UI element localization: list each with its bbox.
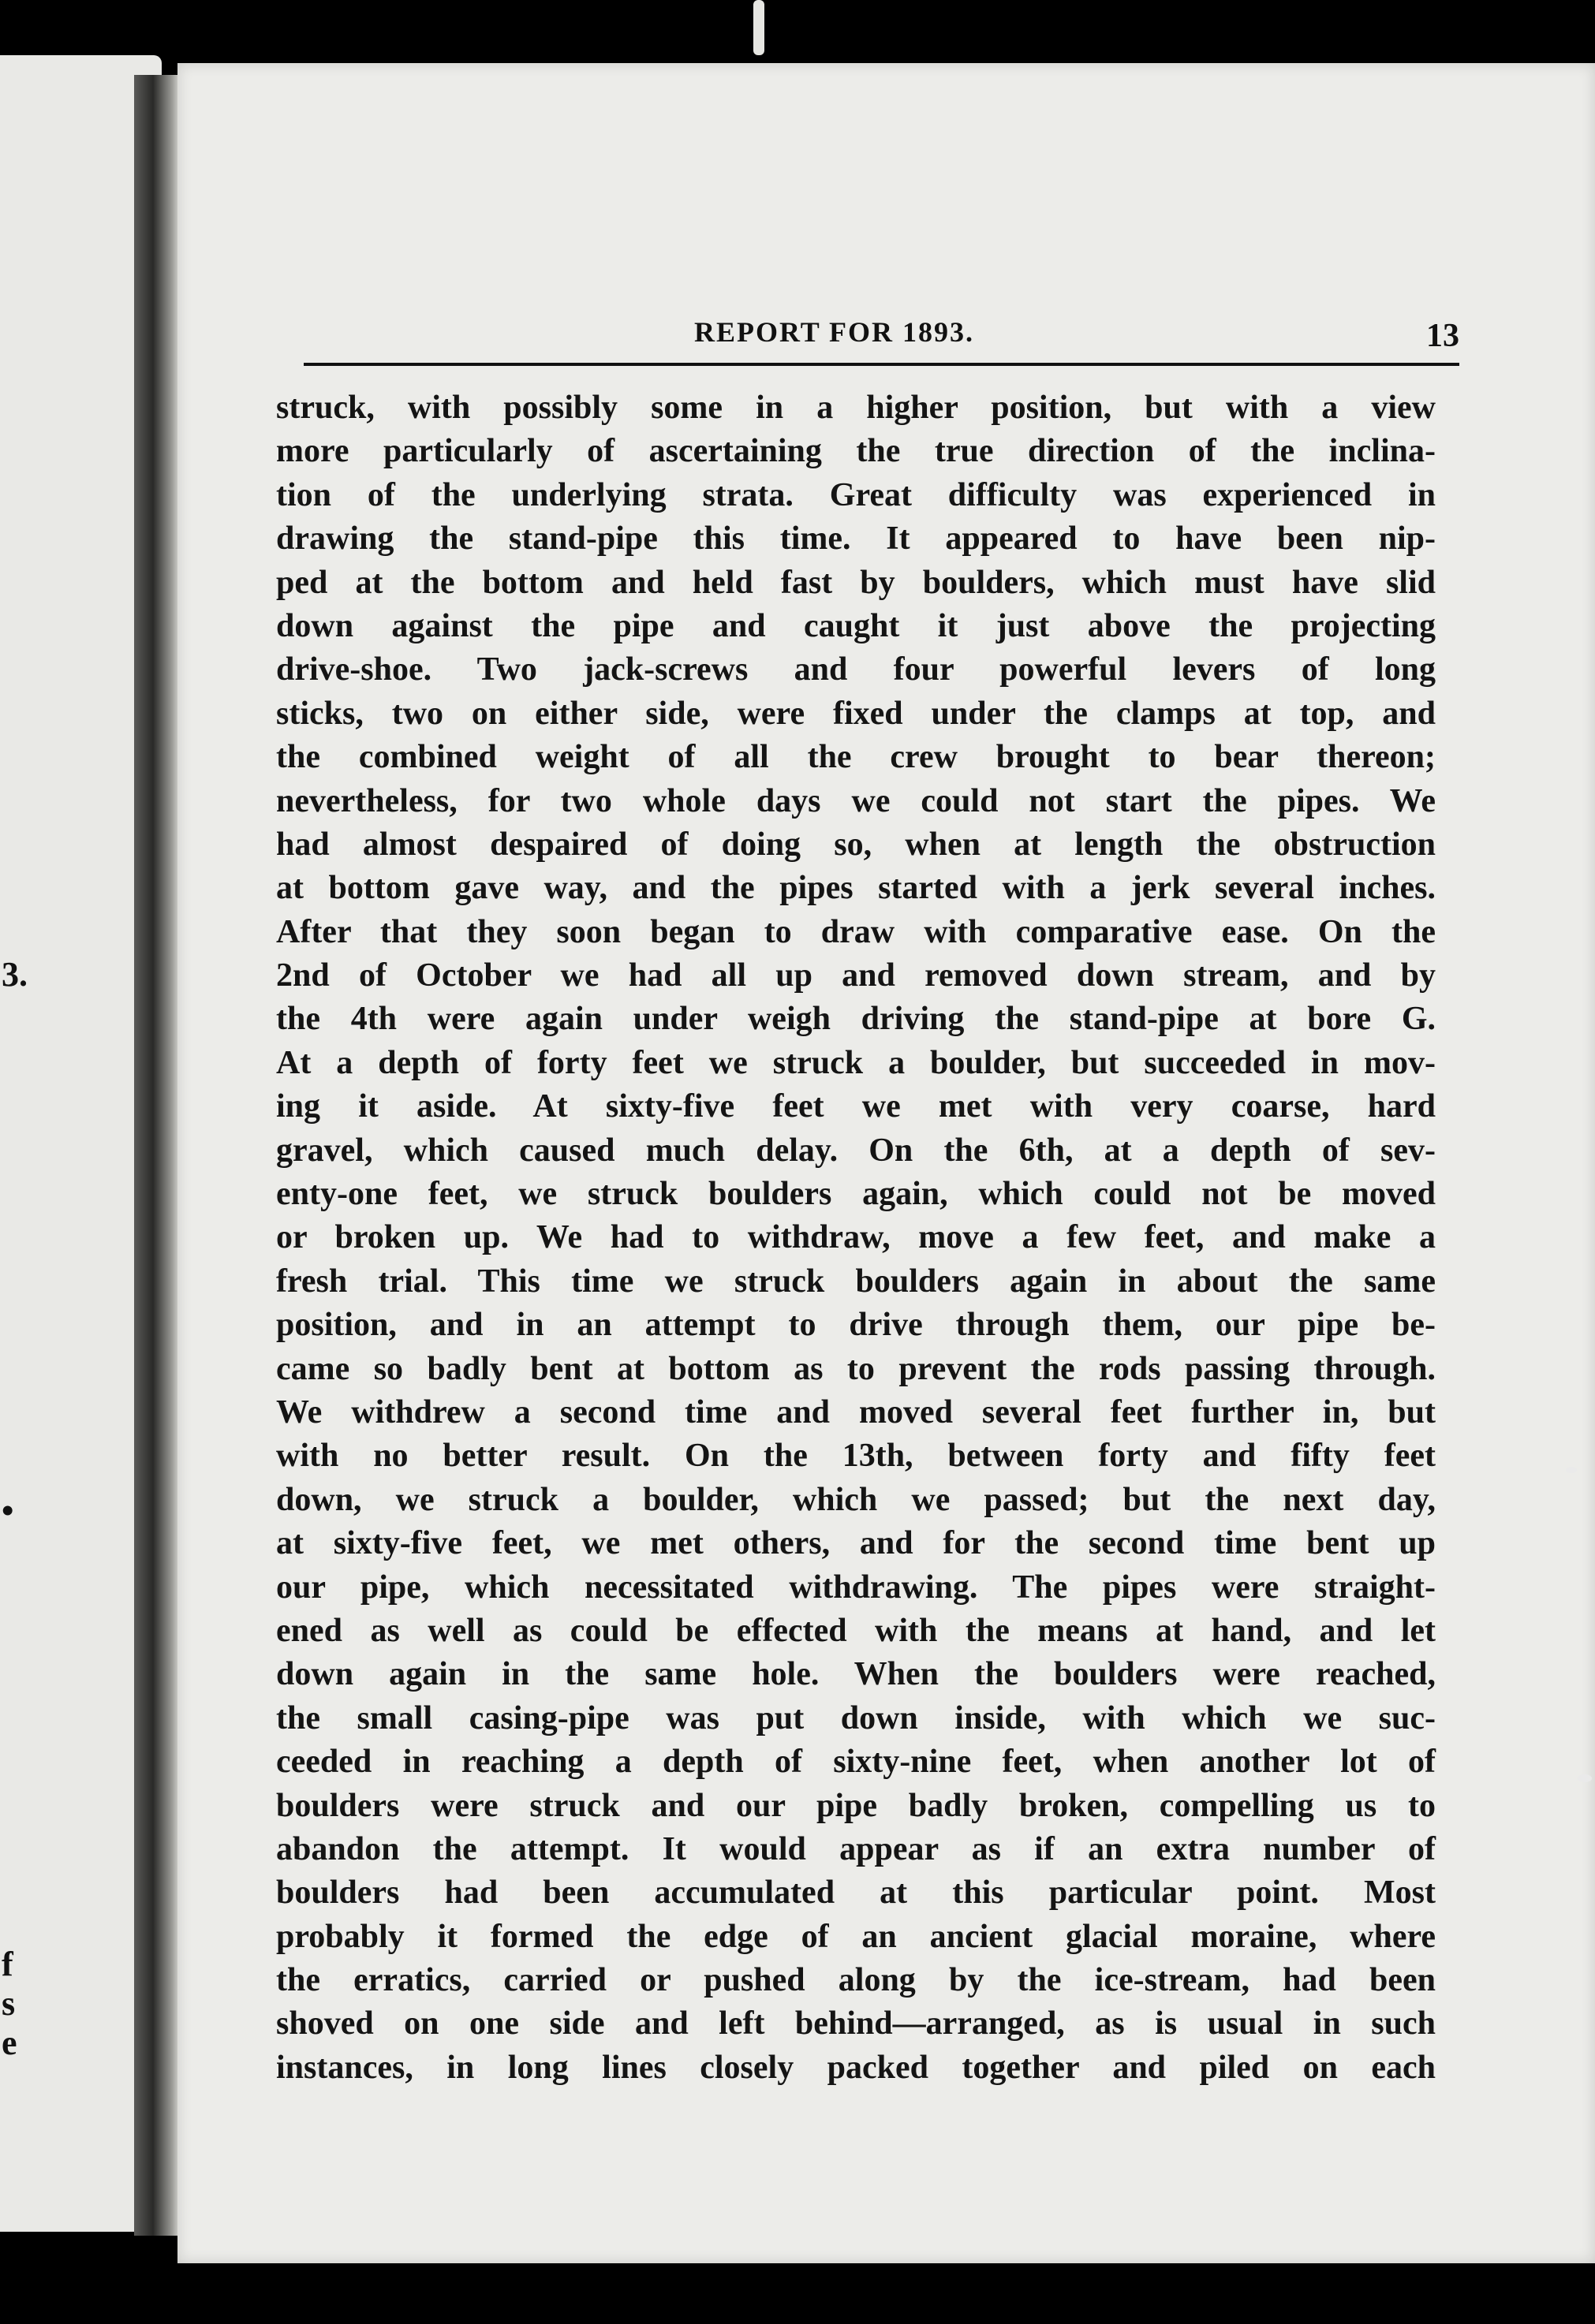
facing-page-fragment: s (2, 1984, 16, 2023)
text-line: instances, in long lines closely packed together and piled on each (276, 2049, 1436, 2086)
text-line: shoved on one side and left behind—arranged, as is usual in such (276, 2005, 1436, 2042)
page-header (304, 300, 1459, 366)
text-line: At a depth of forty feet we struck a boulder, but succeeded in mov- (276, 1044, 1436, 1081)
text-line: ing it aside. At sixty-five feet we met with very coarse, hard (276, 1088, 1436, 1125)
text-line: at bottom gave way, and the pipes started with a jerk several inches. (276, 870, 1436, 907)
text-line: the 4th were again under weigh driving the stand-pipe at bore G. (276, 1001, 1436, 1038)
facing-page-fragment: e (2, 2024, 17, 2062)
text-line: tion of the underlying strata. Great difficulty was experienced in (276, 476, 1436, 513)
text-line: more particularly of ascertaining the true direction of the inclina- (276, 433, 1436, 470)
text-line: down, we struck a boulder, which we passed; but the next day, (276, 1481, 1436, 1518)
spine-mark (753, 0, 764, 55)
text-line: the erratics, carried or pushed along by the ice-stream, had been (276, 1962, 1436, 1999)
scan-speck (1566, 1467, 1577, 1473)
text-line: 2nd of October we had all up and removed down stream, and by (276, 957, 1436, 994)
text-line: boulders had been accumulated at this particular point. Most (276, 1874, 1436, 1912)
page-number: 13 (1426, 318, 1459, 354)
body-text (276, 386, 1436, 2090)
text-line: abandon the attempt. It would appear as if an extra number of (276, 1830, 1436, 1867)
text-line: probably it formed the edge of an ancient glacial moraine, where (276, 1918, 1436, 1955)
text-line: enty-one feet, we struck boulders again, which could not be moved (276, 1176, 1436, 1213)
text-line: down against the pipe and caught it just above the projecting (276, 607, 1436, 644)
text-line: or broken up. We had to withdraw, move a few feet, and make a (276, 1219, 1436, 1256)
text-line: ened as well as could be effected with the means at hand, and let (276, 1612, 1436, 1649)
facing-page-fragment: f (2, 1945, 13, 1983)
text-line: ped at the bottom and held fast by boulders, which must have slid (276, 564, 1436, 601)
text-line: nevertheless, for two whole days we could not start the pipes. We (276, 782, 1436, 819)
text-line: We withdrew a second time and moved several feet further in, but (276, 1393, 1436, 1431)
text-line: down again in the same hole. When the boulders were reached, (276, 1656, 1436, 1693)
text-line: drawing the stand-pipe this time. It appeared to have been nip- (276, 520, 1436, 558)
text-line: boulders were struck and our pipe badly broken, compelling us to (276, 1787, 1436, 1824)
text-line: with no better result. On the 13th, between forty and fifty feet (276, 1438, 1436, 1475)
facing-page-fragment: 3. (2, 955, 28, 994)
text-line: the combined weight of all the crew brought to bear thereon; (276, 739, 1436, 776)
text-line: struck, with possibly some in a higher position, but with a view (276, 390, 1436, 426)
scan-speck (1578, 1774, 1592, 1782)
book-gutter (134, 75, 181, 2236)
text-line: sticks, two on either side, were fixed under the clamps at top, and (276, 695, 1436, 732)
text-line: drive-shoe. Two jack-screws and four powerful levers of long (276, 651, 1436, 688)
text-line: at sixty-five feet, we met others, and for the second time bent up (276, 1525, 1436, 1562)
running-head: REPORT FOR 1893. (693, 316, 975, 348)
book-page (177, 63, 1595, 2263)
text-line: After that they soon began to draw with comparative ease. On the (276, 913, 1436, 950)
text-line: fresh trial. This time we struck boulders again in about the same (276, 1263, 1436, 1300)
text-line: had almost despaired of doing so, when at length the obstruction (276, 826, 1436, 863)
text-line: our pipe, which necessitated withdrawing. The pipes were straight- (276, 1569, 1436, 1606)
text-line: came so badly bent at bottom as to prevent the rods passing through. (276, 1350, 1436, 1387)
facing-page-fragment: • (2, 1491, 14, 1530)
text-line: the small casing-pipe was put down inside, with which we suc- (276, 1699, 1436, 1736)
text-line: gravel, which caused much delay. On the 6th, at a depth of sev- (276, 1132, 1436, 1169)
text-line: position, and in an attempt to drive through them, our pipe be- (276, 1307, 1436, 1344)
text-line: ceeded in reaching a depth of sixty-nine feet, when another lot of (276, 1744, 1436, 1781)
